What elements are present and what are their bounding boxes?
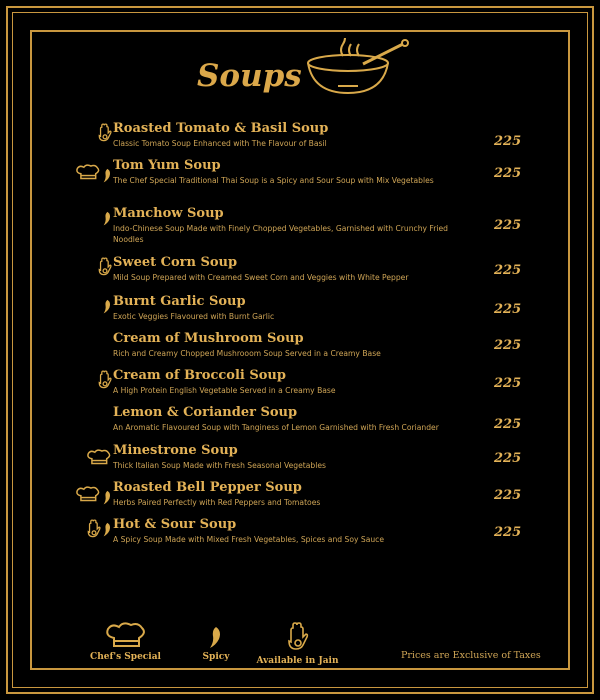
item-description: A High Protein English Vegetable Served in a Creamy Base (113, 386, 336, 395)
item-name: Lemon & Coriander Soup (113, 405, 298, 420)
menu-item (0, 121, 600, 161)
item-price: 225 (494, 302, 522, 317)
jain-hand-icon (98, 256, 112, 282)
legend-spicy: Spicy (196, 622, 236, 662)
jain-hand-icon (98, 122, 112, 148)
jain-hand-icon (87, 518, 101, 544)
jain-hand-icon (98, 369, 112, 395)
page-title: Soups (197, 58, 302, 94)
item-price: 225 (494, 134, 522, 149)
tax-note: Prices are Exclusive of Taxes (401, 650, 541, 661)
item-name: Roasted Tomato & Basil Soup (113, 121, 329, 136)
legend-jain: Available in Jain (255, 622, 340, 666)
item-description: Exotic Veggies Flavoured with Burnt Garlic (113, 312, 275, 321)
item-name: Hot & Sour Soup (113, 517, 237, 532)
chili-icon (103, 486, 112, 510)
item-name: Burnt Garlic Soup (113, 294, 246, 309)
menu-item (0, 294, 600, 334)
item-icons (101, 295, 112, 319)
item-price: 225 (494, 525, 522, 540)
menu-item (0, 368, 600, 408)
item-name: Manchow Soup (113, 206, 224, 221)
item-description: Mild Soup Prepared with Creamed Sweet Corn and Veggies with White Pepper (113, 273, 409, 282)
menu-item (0, 480, 600, 520)
item-icons (96, 256, 112, 282)
item-icons (85, 518, 112, 544)
menu-item (0, 331, 600, 371)
menu-item (0, 206, 600, 246)
menu-item (0, 443, 600, 483)
item-price: 225 (494, 218, 522, 233)
item-name: Cream of Broccoli Soup (113, 368, 286, 383)
chef-hat-icon (104, 622, 148, 648)
chili-icon (103, 164, 112, 188)
menu-item (0, 405, 600, 445)
item-name: Sweet Corn Soup (113, 255, 238, 270)
legend-chef-special: Chef's Special (88, 622, 163, 662)
chili-icon (103, 518, 112, 542)
item-description: A Spicy Soup Made with Mixed Fresh Vegetables, Spices and Soy Sauce (113, 535, 385, 544)
item-icons (73, 164, 112, 188)
chili-icon (103, 295, 112, 319)
item-name: Cream of Mushroom Soup (113, 331, 304, 346)
item-price: 225 (494, 488, 522, 503)
item-description: Rich and Creamy Chopped Mushrooom Soup Served in a Creamy Base (113, 349, 381, 358)
chef-hat-icon (75, 164, 101, 184)
item-description: Herbs Paired Perfectly with Red Peppers and Tomatoes (113, 498, 321, 507)
item-price: 225 (494, 451, 522, 466)
menu-item (0, 517, 600, 557)
chili-icon (103, 207, 112, 231)
item-icons (73, 486, 112, 510)
item-icons (101, 207, 112, 231)
item-name: Tom Yum Soup (113, 158, 221, 173)
item-description: Indo-Chinese Soup Made with Finely Chopped Vegetables, Garnished with Crunchy Fried Noodles (113, 224, 448, 244)
item-price: 225 (494, 263, 522, 278)
menu-item (0, 158, 600, 198)
item-price: 225 (494, 376, 522, 391)
item-price: 225 (494, 166, 522, 181)
item-icons (96, 369, 112, 395)
item-icons (84, 449, 112, 469)
item-description: Classic Tomato Soup Enhanced with The Flavour of Basil (113, 139, 327, 148)
item-name: Roasted Bell Pepper Soup (113, 480, 302, 495)
jain-hand-icon (287, 622, 309, 652)
chili-icon (209, 622, 223, 648)
menu-item (0, 255, 600, 295)
item-description: The Chef Special Traditional Thai Soup is a Spicy and Sour Soup with Mix Vegetables (113, 176, 434, 185)
item-name: Minestrone Soup (113, 443, 238, 458)
chef-hat-icon (86, 449, 112, 469)
item-icons (96, 122, 112, 148)
item-price: 225 (494, 338, 522, 353)
soup-bowl-icon (303, 38, 413, 98)
item-price: 225 (494, 417, 522, 432)
chef-hat-icon (75, 486, 101, 506)
item-description: Thick Italian Soup Made with Fresh Seasonal Vegetables (113, 461, 326, 470)
item-description: An Aromatic Flavoured Soup with Tanginess of Lemon Garnished with Fresh Coriander (113, 423, 439, 432)
